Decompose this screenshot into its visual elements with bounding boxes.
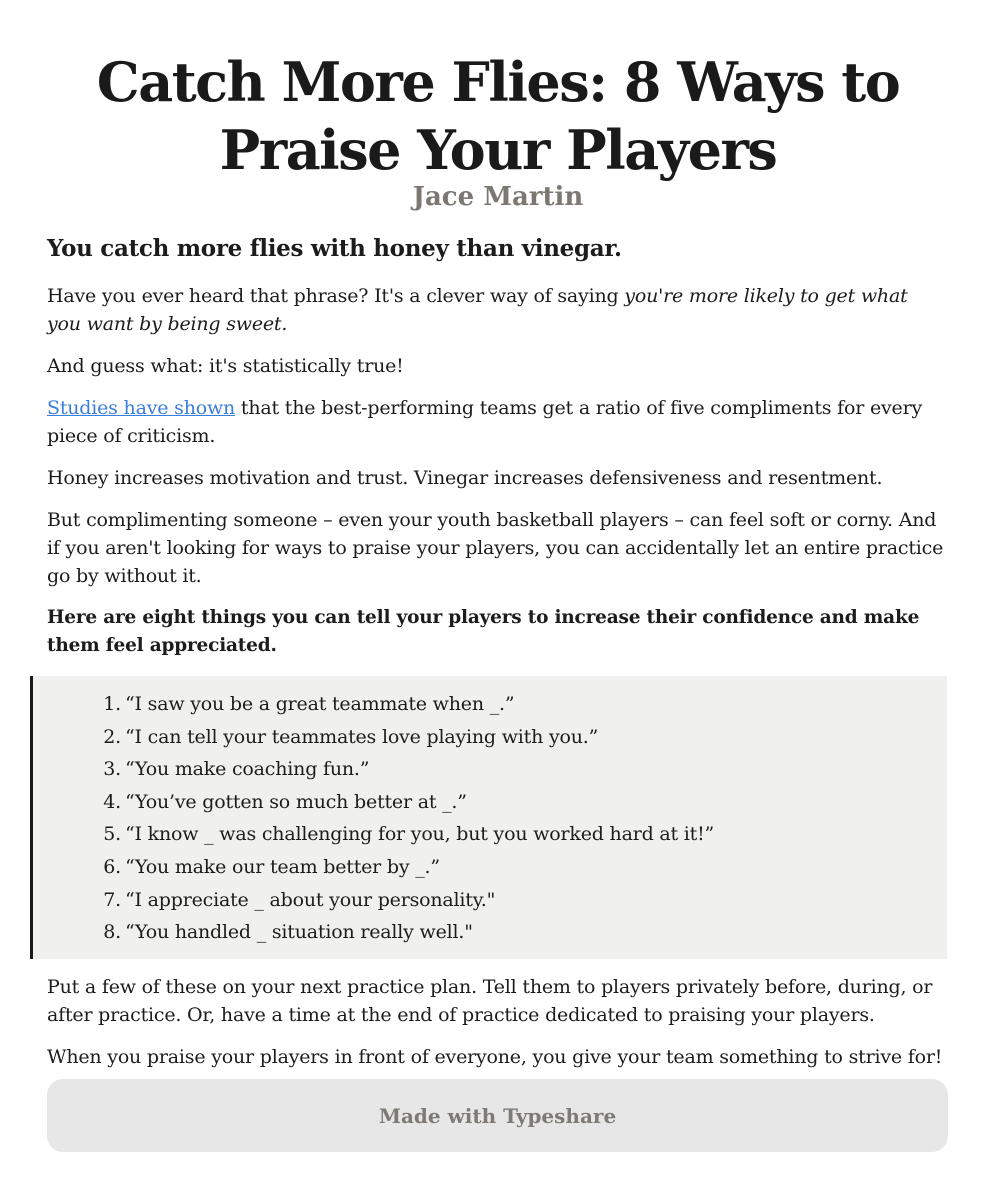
list-item-text: “I know _ was challenging for you, but you worked hard at it!” — [125, 823, 715, 846]
studies-link[interactable]: Studies have shown — [47, 397, 236, 419]
list-item — [33, 884, 947, 917]
list-item-text: “You’ve gotten so much better at _.” — [125, 790, 467, 813]
paragraph-studies — [47, 394, 947, 450]
paragraph-intro — [47, 282, 947, 338]
list-item-text: “I appreciate _ about your personality." — [125, 888, 496, 911]
list-item-number: 6. — [103, 855, 121, 878]
article-title: Catch More Flies: 8 Ways to Praise Your Players — [96, 50, 900, 182]
list-item — [33, 786, 947, 819]
list-item — [33, 721, 947, 754]
typeshare-footer-badge[interactable] — [47, 1079, 948, 1152]
section-heading: You catch more flies with honey than vinegar. — [47, 235, 622, 262]
list-item — [33, 851, 947, 884]
paragraph-practice-plan: Put a few of these on your next practice plan. Tell them to players privately before, during, or after practice. Or, have a time at the end of practice dedicated to praising your players. — [47, 975, 933, 1026]
paragraph-intro-italic: you're more likely to get what you want by being sweet. — [47, 285, 908, 335]
article-body — [47, 226, 947, 1085]
list-item-text: “I saw you be a great teammate when _.” — [125, 693, 515, 715]
list-item-number: 4. — [103, 790, 121, 813]
author-name: Jace Martin — [412, 182, 584, 212]
list-item — [33, 753, 947, 786]
paragraph-list-intro: Here are eight things you can tell your players to increase their confidence and make them feel appreciated. — [47, 607, 920, 656]
list-item-text: “You handled _ situation really well." — [125, 921, 473, 944]
list-item — [33, 818, 947, 851]
paragraph-honey: Honey increases motivation and trust. Vinegar increases defensiveness and resentment. — [47, 467, 883, 489]
praise-list-block — [30, 676, 947, 959]
list-item-number: 3. — [103, 758, 121, 781]
list-item — [33, 688, 947, 721]
footer-label: Made with Typeshare — [378, 1103, 617, 1128]
list-item-text: “I can tell your teammates love playing with you.” — [125, 725, 599, 748]
paragraph-statistic: And guess what: it's statistically true! — [47, 355, 404, 377]
list-item — [33, 916, 947, 949]
list-item-number: 7. — [103, 888, 121, 911]
list-item-text: “You make coaching fun.” — [125, 758, 370, 781]
list-item-number: 2. — [103, 725, 121, 748]
paragraph-studies-text: that the best-performing teams get a ratio of five compliments for every piece of criticism. — [47, 397, 923, 447]
paragraph-closing: When you praise your players in front of everyone, you give your team something to strive for! — [47, 1045, 943, 1068]
paragraph-complimenting: But complimenting someone – even your youth basketball players – can feel soft or corny. And if you aren't looking for ways to praise your players, you can accidentally let an entire practice go by without it. — [47, 509, 944, 587]
praise-list — [33, 688, 947, 949]
list-item-number: 5. — [103, 823, 121, 846]
list-item-number: 8. — [103, 921, 121, 944]
paragraph-intro-text: Have you ever heard that phrase? It's a clever way of saying — [47, 285, 625, 307]
list-item-number: 1. — [103, 693, 121, 715]
list-item-text: “You make our team better by _.” — [125, 855, 440, 878]
